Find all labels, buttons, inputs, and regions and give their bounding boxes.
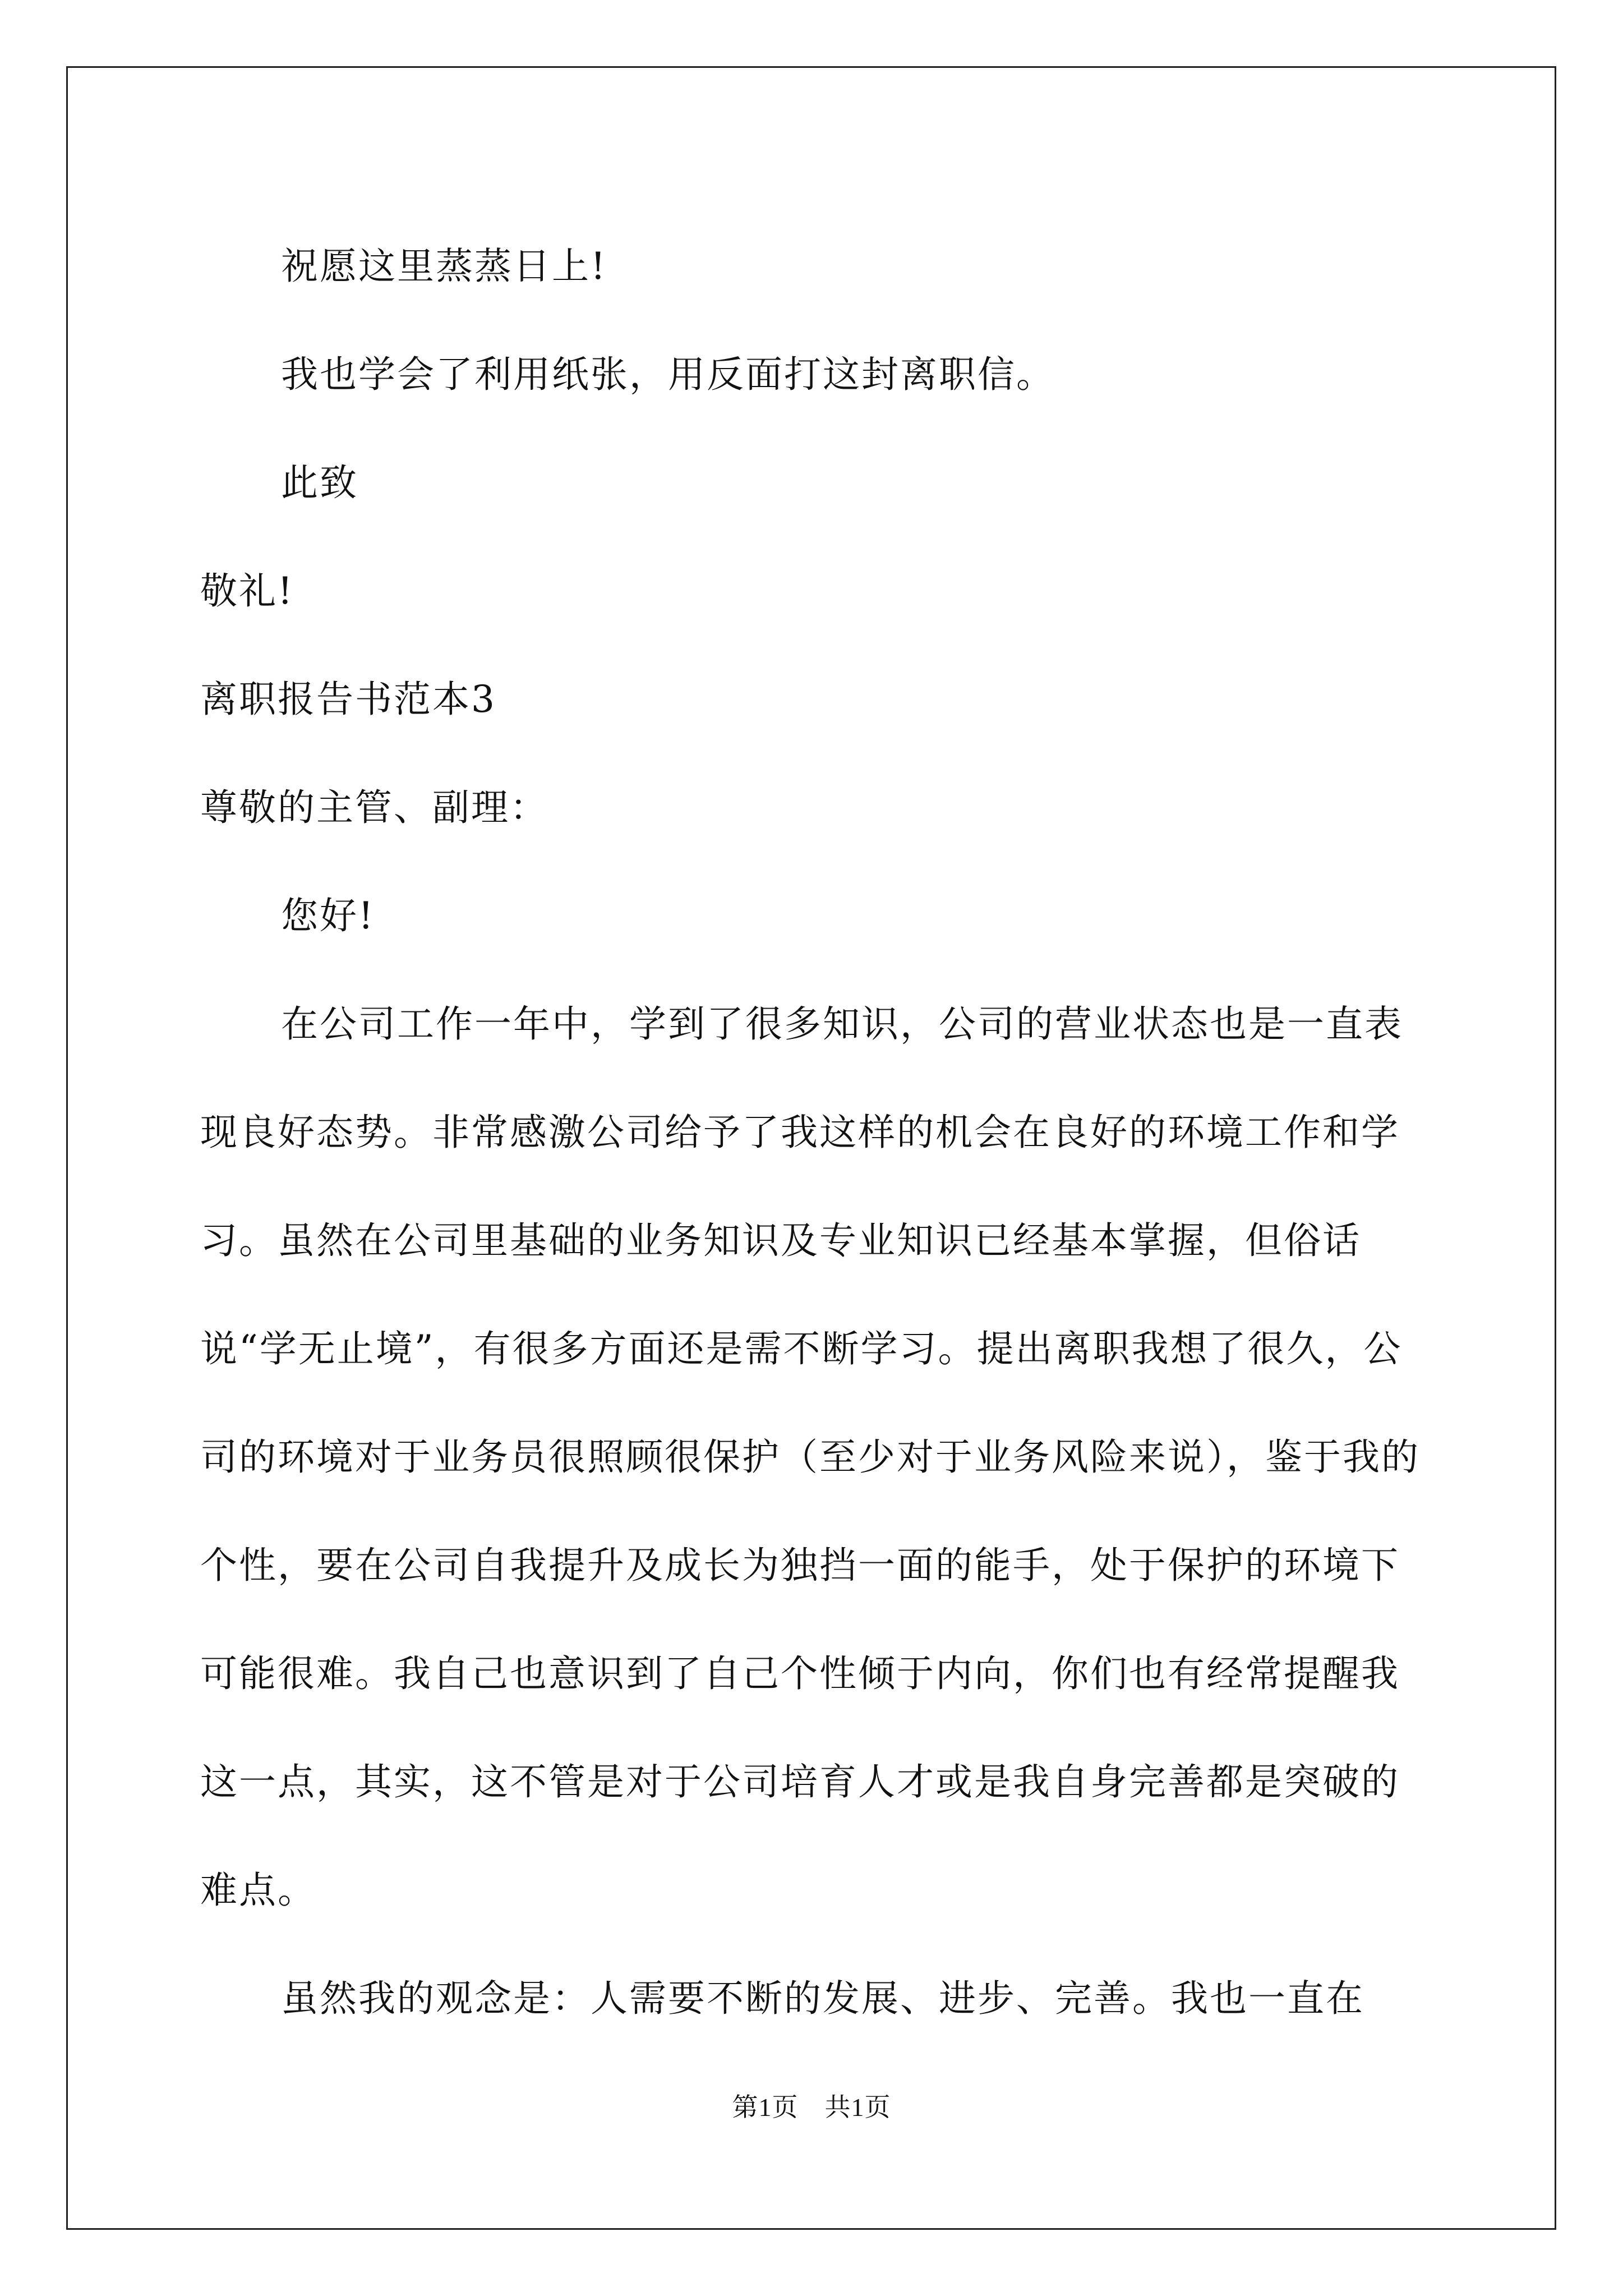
page-footer: 第1页 共1页 xyxy=(732,2093,891,2122)
paragraph: 祝愿这里蒸蒸日上! xyxy=(281,245,607,288)
section-title: 离职报告书范本3 xyxy=(200,678,496,721)
paragraph: 在公司工作一年中，学到了很多知识，公司的营业状态也是一直表现良好态势。非常感激公司给予了我这样的机会在良好的环境工作和学习。虽然在公司里基础的业务知识及专业知识已经基本掌握，但俗话说“学无止境”，有很多方面还是需不断学习。提出离职我想了很久，公司的环境对于业务员很照顾很保护（至少对于业务风险来说），鉴于我的个性，要在公司自我提升及成长为独挡一面的能手，处于保护的环境下可能很难。我自己也意识到了自己个性倾于内向，你们也有经常提醒我这一点，其实，这不管是对于公司培育人才或是我自身完善都是突破的难点。 xyxy=(200,1002,1420,1912)
greeting-recipient: 尊敬的主管、副理： xyxy=(200,786,548,829)
paragraph: 我也学会了利用纸张，用反面打这封离职信。 xyxy=(281,353,1055,396)
closing-salutation: 此致 xyxy=(281,461,358,504)
document-body xyxy=(200,212,1434,2053)
greeting: 您好! xyxy=(281,894,375,937)
closing-regards: 敬礼! xyxy=(200,569,294,613)
paragraph: 虽然我的观念是：人需要不断的发展、进步、完善。我也一直在 xyxy=(281,1977,1364,2020)
